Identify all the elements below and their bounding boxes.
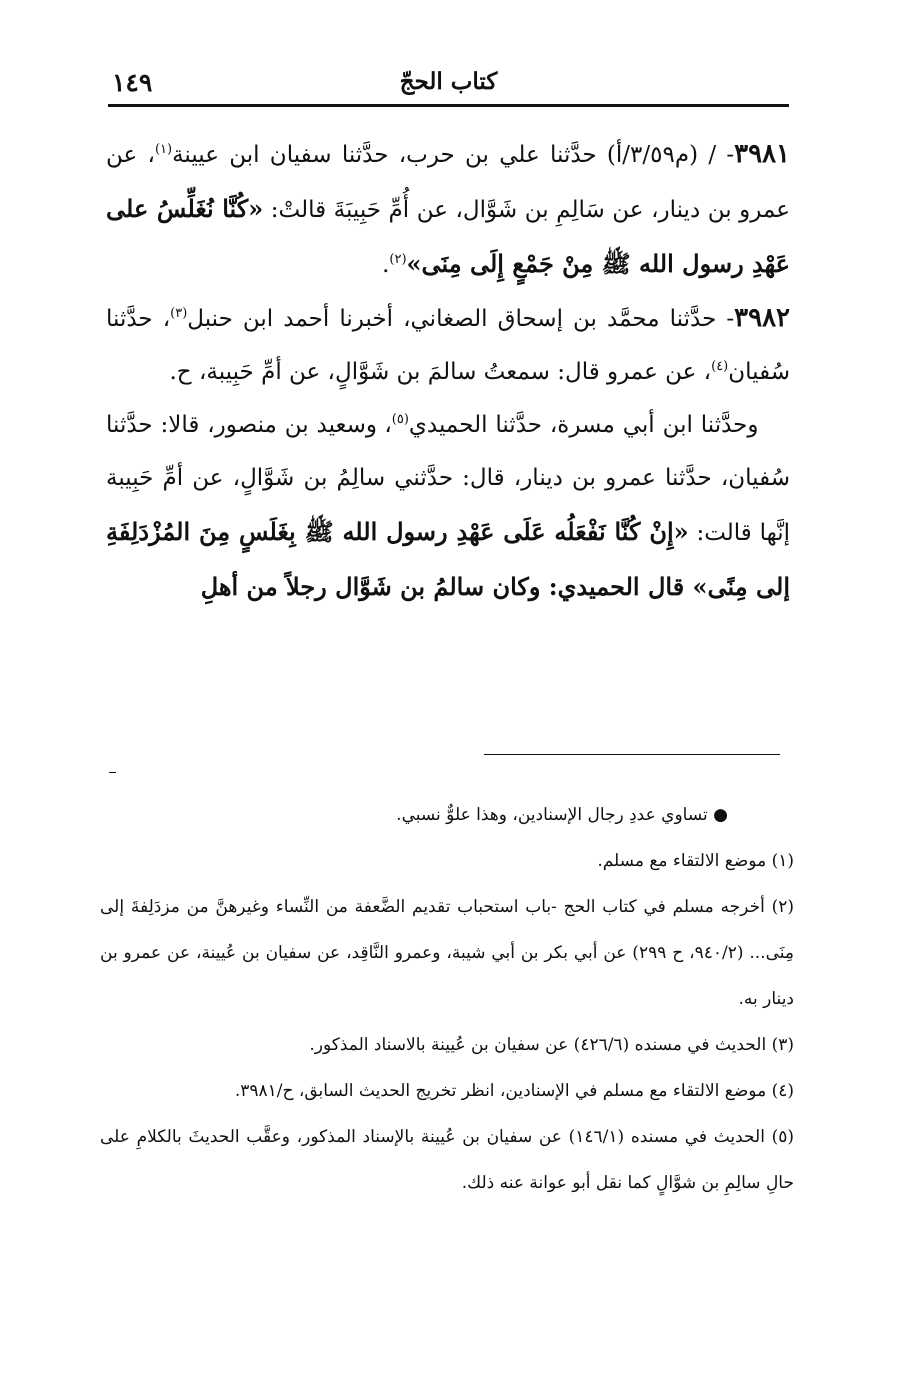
footnote-ref[interactable]: (٣) xyxy=(170,306,188,321)
footnote-5: (٥) الحديث في مسنده (١٤٦/١) عن سفيان بن عُيينة بالإسناد المذكور، وعقَّب الحديثَ بالكلامِ على حالِ سالِمِ بن شوَّالٍ كما نقل أبو عوانة عنه ذلك. xyxy=(100,1127,794,1193)
hadith-3981 xyxy=(106,128,790,292)
footnote-ref[interactable]: (٥) xyxy=(391,412,409,427)
hadith-3982-second-chain xyxy=(106,399,790,615)
hadith-number: ٣٩٨٢ xyxy=(734,303,791,333)
isnad-text: - / (م٣/٥٩/أ) حدَّثنا علي بن حرب، حدَّثنا سفيان ابن عيينة xyxy=(172,142,735,168)
isnad-text: ، عن عمرو بن دينار، عن سَالِمِ بن شَوَّال، عن أُمِّ حَبِيبَةَ قالتْ: xyxy=(106,142,790,223)
separator-mark xyxy=(109,772,116,773)
page-number: ١٤٩ xyxy=(112,68,153,97)
footnote-separator xyxy=(484,754,780,755)
isnad-text: ، حدَّثنا سُفيان xyxy=(106,306,790,385)
footnote-1: (١) موضع الالتقاء مع مسلم. xyxy=(597,851,794,871)
hadith-number: ٣٩٨١ xyxy=(734,139,790,169)
footnote-bullet-note: ● تساوي عددِ رجال الإسنادين، وهذا علوٌّ نسبي. xyxy=(396,805,728,825)
footnote-3: (٣) الحديث في مسنده (٤٢٦/٦) عن سفيان بن عُيينة بالاسناد المذكور. xyxy=(309,1035,794,1055)
hadith-3982 xyxy=(106,292,790,399)
main-text xyxy=(106,128,790,615)
isnad-text: ، عن عمرو قال: سمعتُ سالمَ بن شَوَّالٍ، عن أمِّ حَبِيبة، ح. xyxy=(169,359,712,385)
footnote-4: (٤) موضع الالتقاء مع مسلم في الإسنادين، انظر تخريج الحديث السابق، ح/٣٩٨١. xyxy=(234,1081,794,1101)
footnote-ref[interactable]: (١) xyxy=(154,142,173,157)
matn-text: «كُنَّا نُغَلِّسُ على عَهْدِ رسول الله ﷺ مِنْ جَمْعٍ إِلَى مِنَى» xyxy=(106,194,790,278)
footnote-ref[interactable]: (٢) xyxy=(389,252,407,267)
footnotes xyxy=(100,792,794,1206)
commentary-text: قال الحميدي: وكان سالمُ بن شَوَّال رجلاً من أهلِ xyxy=(200,572,693,601)
sentence-end: . xyxy=(382,252,390,278)
isnad-text: وحدَّثنا ابن أبي مسرة، حدَّثنا الحميدي xyxy=(408,412,759,438)
isnad-text: ، وسعيد بن منصور، قالا: حدَّثنا سُفيان، حدَّثنا عمرو بن دينار، قال: حدَّثني سالِمُ بن شَوَّالٍ، عن أمِّ حَبِيبة إنَّها قالت: xyxy=(106,412,791,546)
page-header xyxy=(108,68,789,102)
matn-text: «إِنْ كُنَّا نَفْعَلُه عَلَى عَهْدِ رسول الله ﷺ بِغَلَسٍ مِنَ المُزْدَلِفَةِ إلى مِنًى» xyxy=(106,517,790,601)
footnote-2: (٢) أخرجه مسلم في كتاب الحج -باب استحباب تقديم الضَّعفة من النِّساء وغيرهنَّ من مزدَلِفةَ إلى مِنَى... (٩٤٠/٢، ح ٢٩٩) عن أبي بكر بن أبي شيبة، وعمرو النَّاقِد، عن سفيان بن عُيينة، عن عمرو بن دينار به. xyxy=(100,897,794,1009)
isnad-text: - حدَّثنا محمَّد بن إسحاق الصغاني، أخبرنا أحمد ابن حنبل xyxy=(187,306,735,332)
footnote-ref[interactable]: (٤) xyxy=(711,359,729,374)
chapter-title: كتاب الحجّ xyxy=(399,68,498,95)
header-rule xyxy=(108,104,789,107)
